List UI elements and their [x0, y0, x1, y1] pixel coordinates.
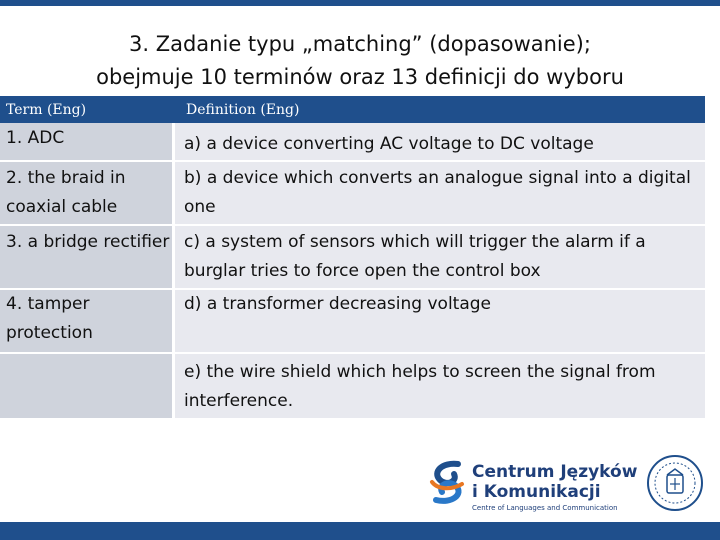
definition-cell: e) the wire shield which helps to screen the signal from interference.: [175, 354, 705, 418]
term-cell: 3. a bridge rectifier: [0, 226, 175, 288]
term-cell: 4. tamper protection: [0, 290, 175, 352]
definition-cell: c) a system of sensors which will trigger the alarm if a burglar tries to force open the control box: [175, 226, 705, 288]
swoosh-logo-icon: [428, 460, 468, 506]
table-row: [0, 290, 705, 354]
matching-table: [0, 96, 705, 420]
table-row: [0, 123, 705, 162]
university-seal-icon: [646, 454, 704, 512]
term-cell: 2. the braid in coaxial cable: [0, 162, 175, 224]
definition-cell: a) a device converting AC voltage to DC voltage: [175, 123, 705, 160]
table-row: [0, 226, 705, 290]
definition-cell: b) a device which converts an analogue signal into a digital one: [175, 162, 705, 224]
term-cell: [0, 354, 175, 418]
logo-name-line-1: Centrum Języków: [472, 462, 638, 482]
centre-logo: [428, 458, 638, 518]
slide-title: [0, 28, 720, 94]
table-header: [0, 96, 705, 123]
definition-cell: d) a transformer decreasing voltage: [175, 290, 705, 352]
table-row: [0, 162, 705, 226]
top-stripe: [0, 0, 720, 6]
header-definition: Definition (Eng): [186, 101, 300, 118]
logo-subtitle: Centre of Languages and Communication: [472, 504, 618, 512]
title-line-2: obejmuje 10 terminów oraz 13 definicji do wyboru: [96, 65, 624, 89]
table-row: [0, 354, 705, 420]
bottom-stripe: [0, 522, 720, 540]
header-term: Term (Eng): [6, 101, 87, 118]
logo-name-line-2: i Komunikacji: [472, 482, 601, 502]
term-cell: 1. ADC: [0, 123, 175, 160]
title-line-1: 3. Zadanie typu „matching” (dopasowanie);: [129, 32, 591, 56]
